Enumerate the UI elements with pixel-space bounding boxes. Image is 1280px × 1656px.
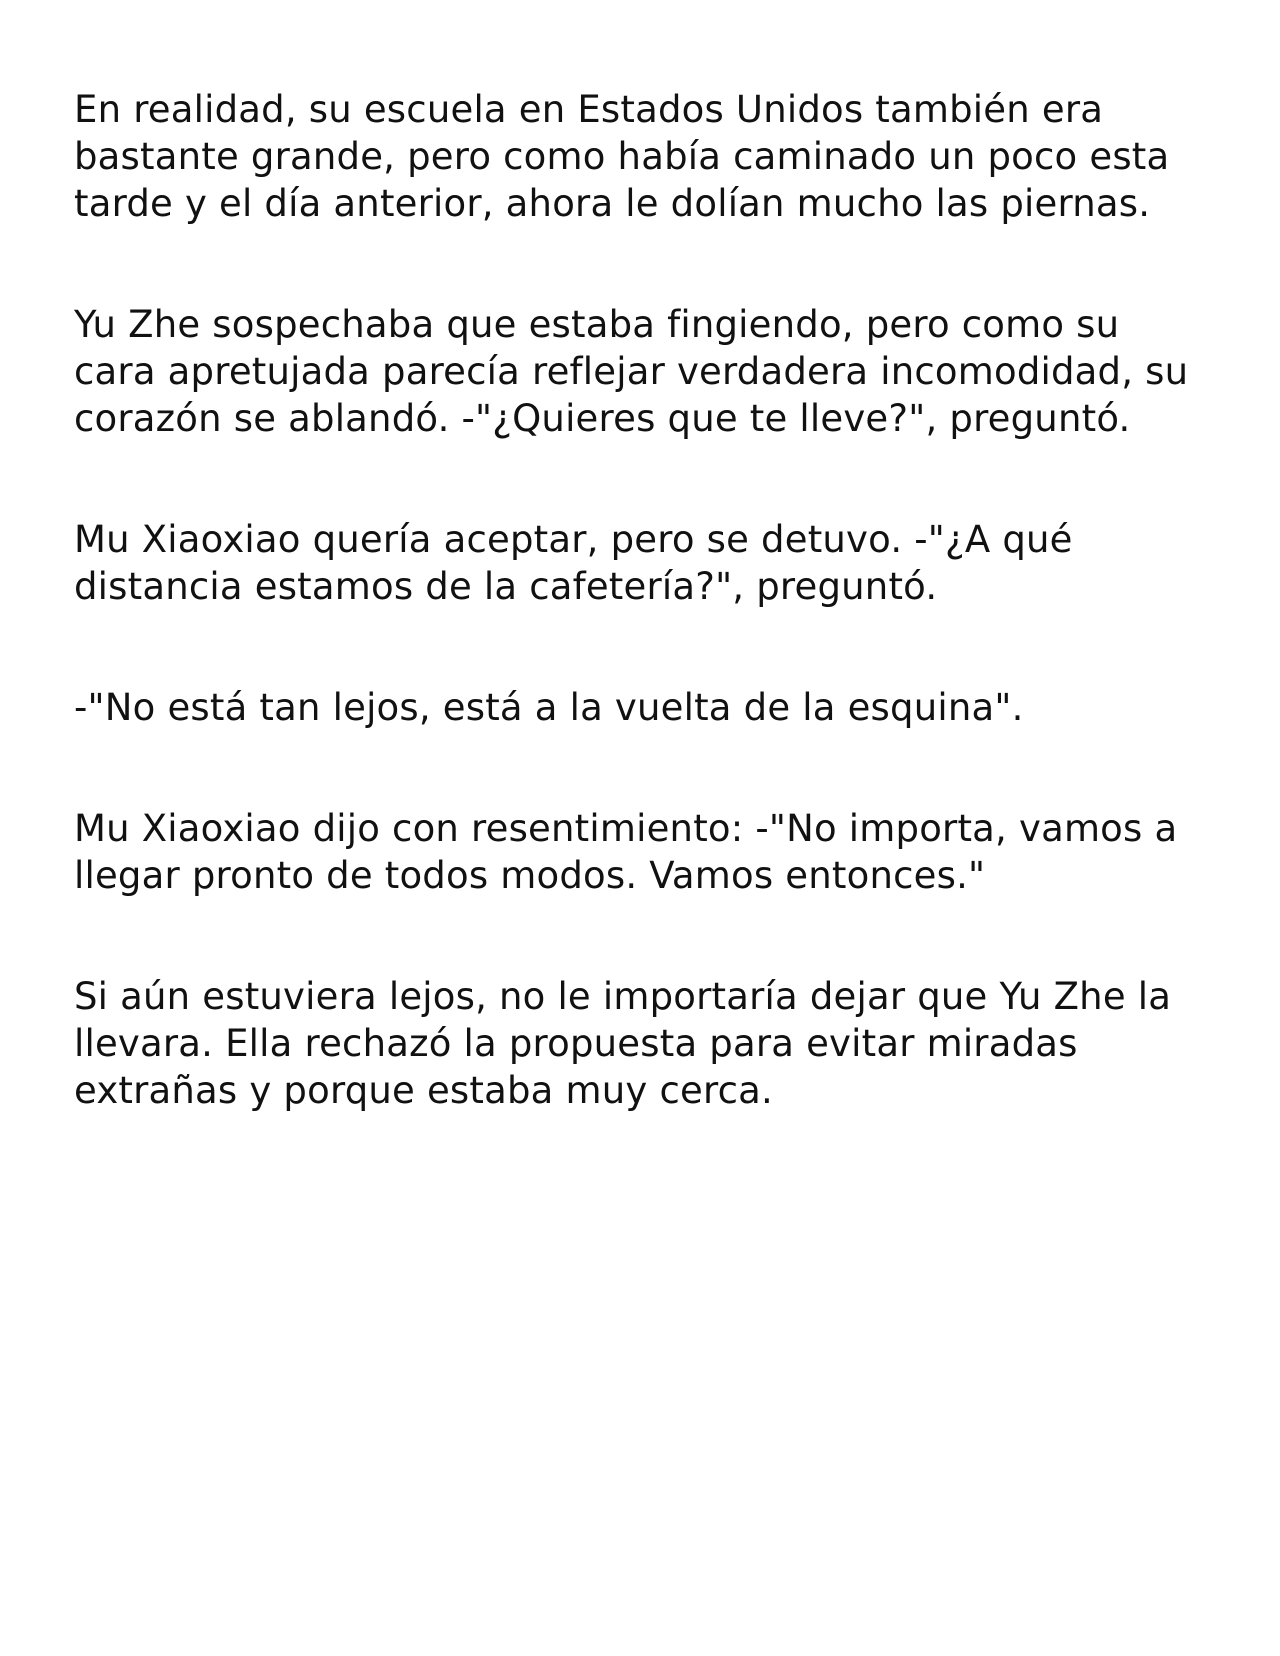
paragraph-line: extrañas y porque estaba muy cerca. [74, 1069, 773, 1112]
paragraph-line: tarde y el día anterior, ahora le dolían mucho las piernas. [74, 182, 1151, 225]
paragraph-3 [74, 516, 1224, 610]
paragraph-line: -"No está tan lejos, está a la vuelta de la esquina". [74, 686, 1024, 729]
paragraph-2 [74, 301, 1224, 442]
paragraph-line: Mu Xiaoxiao quería aceptar, pero se detuvo. -"¿A qué [74, 518, 1073, 561]
paragraph-line: Yu Zhe sospechaba que estaba fingiendo, pero como su [74, 303, 1120, 346]
paragraph-line: bastante grande, pero como había caminado un poco esta [74, 135, 1170, 178]
paragraph-line: corazón se ablandó. -"¿Quieres que te lleve?", preguntó. [74, 397, 1131, 440]
paragraph-1 [74, 86, 1224, 227]
paragraph-4 [74, 684, 1224, 731]
paragraph-line: distancia estamos de la cafetería?", preguntó. [74, 565, 938, 608]
paragraph-line: llegar pronto de todos modos. Vamos entonces." [74, 854, 986, 897]
paragraph-line: cara apretujada parecía reflejar verdadera incomodidad, su [74, 350, 1189, 393]
paragraph-5 [74, 805, 1224, 899]
text-column [74, 86, 1224, 1188]
paragraph-line: Mu Xiaoxiao dijo con resentimiento: -"No importa, vamos a [74, 807, 1178, 850]
paragraph-6 [74, 973, 1224, 1114]
paragraph-line: En realidad, su escuela en Estados Unidos también era [74, 88, 1104, 131]
paragraph-line: llevara. Ella rechazó la propuesta para evitar miradas [74, 1022, 1078, 1065]
paragraph-line: Si aún estuviera lejos, no le importaría dejar que Yu Zhe la [74, 975, 1172, 1018]
